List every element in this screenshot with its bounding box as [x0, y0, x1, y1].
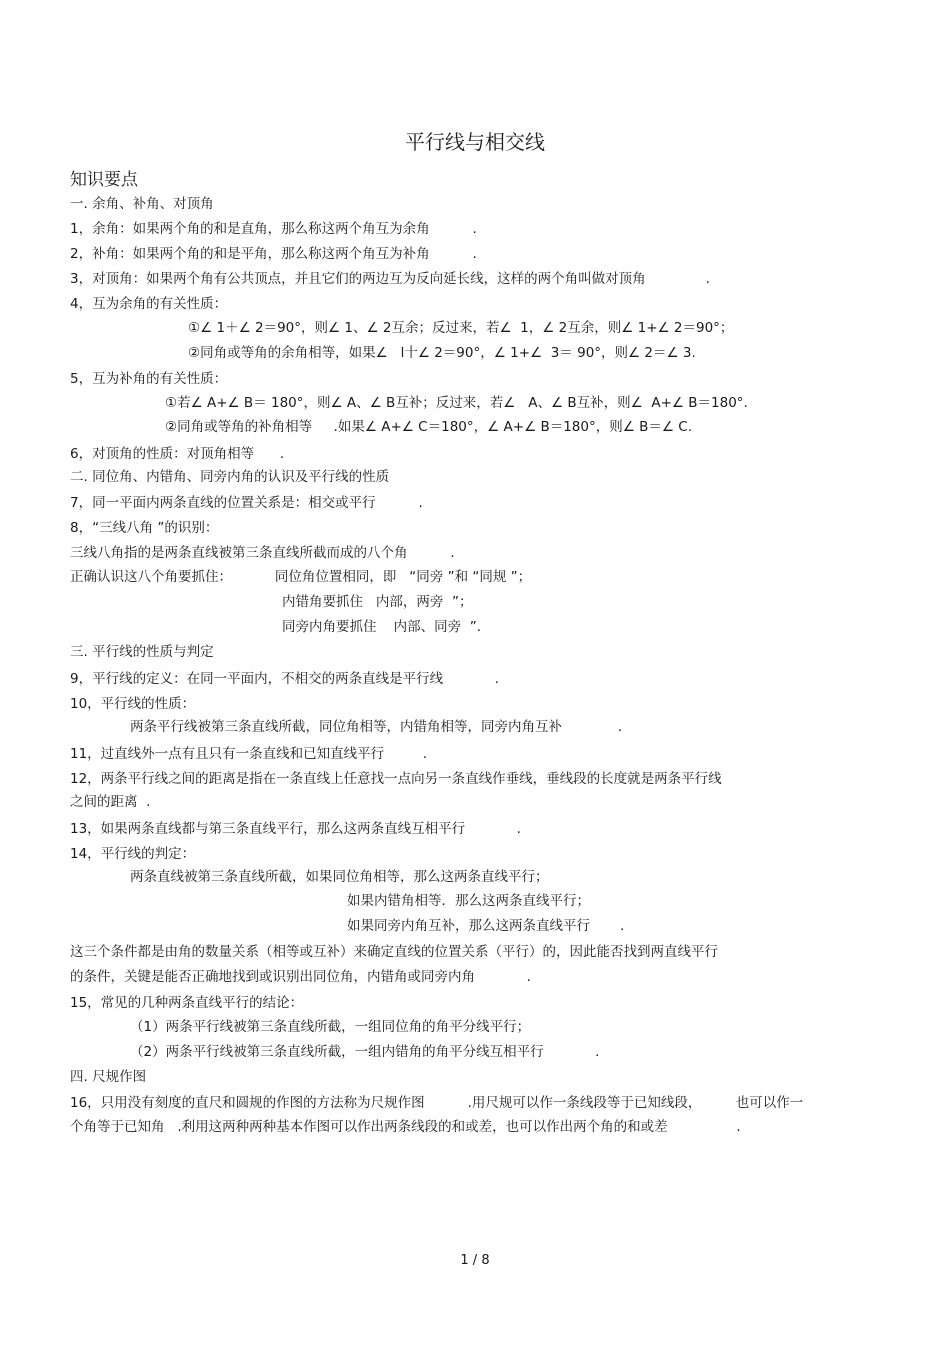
text-line: 9，平行线的定义：在同一平面内，不相交的两条直线是平行线 . — [70, 671, 499, 687]
text-line: 如果内错角相等．那么这两条直线平行； — [347, 893, 590, 909]
text-line: 8，“三线八角 ”的识别： — [70, 520, 219, 536]
text-line: ②同角或等角的补角相等 .如果∠ A+∠ C＝180°，∠ A+∠ B＝180°，则∠ B＝∠ C. — [165, 419, 693, 435]
text-line: 11，过直线外一点有且只有一条直线和已知直线平行 . — [70, 746, 428, 762]
text-line: 这三个条件都是由角的数量关系（相等或互补）来确定直线的位置关系（平行）的，因此能否找到两直线平行 — [70, 944, 718, 960]
text-line: （1）两条平行线被第三条直线所截，一组同位角的角平分线平行； — [130, 1019, 531, 1035]
text-line: 16，只用没有刻度的直尺和圆规的作图的方法称为尺规作图 .用尺规可以作一条线段等于已知线段， 也可以作一 — [70, 1095, 804, 1111]
text-line: 12，两条平行线之间的距离是指在一条直线上任意找一点向另一条直线作垂线，垂线段的长度就是两条平行线 — [70, 771, 722, 787]
text-line: 10，平行线的性质： — [70, 696, 196, 712]
text-line: 4，互为余角的有关性质： — [70, 296, 228, 312]
text-line: 1，余角：如果两个角的和是直角，那么称这两个角互为余角 . — [70, 221, 477, 237]
text-line: 如果同旁内角互补，那么这两条直线平行 . — [347, 918, 625, 934]
text-line: （2）两条平行线被第三条直线所截，一组内错角的角平分线互相平行 . — [130, 1044, 600, 1060]
text-line: 6，对顶角的性质：对顶角相等 . — [70, 446, 285, 462]
text-line: 3，对顶角：如果两个角有公共顶点，并且它们的两边互为反向延长线，这样的两个角叫做对顶角 . — [70, 271, 710, 287]
text-line: 之间的距离 . — [70, 794, 151, 810]
text-line: ②同角或等角的余角相等，如果∠ l十∠ 2＝90°，∠ 1+∠ 3＝ 90°，则∠ 2＝∠ 3. — [188, 345, 696, 361]
text-line: 15，常见的几种两条直线平行的结论： — [70, 995, 304, 1011]
text-line: 7，同一平面内两条直线的位置关系是：相交或平行 . — [70, 495, 423, 511]
text-line: 的条件，关键是能否正确地找到或识别出同位角，内错角或同旁内角 . — [70, 969, 531, 985]
text-line: 同旁内角要抓住 内部、同旁 ”. — [282, 619, 482, 635]
section-heading: 知识要点 — [70, 170, 138, 190]
text-line: 14，平行线的判定： — [70, 846, 196, 862]
text-line: 正确认识这八个角要抓住： 同位角位置相同，即 “同旁 ”和 “同规 ”； — [70, 569, 532, 585]
page-title: 平行线与相交线 — [405, 130, 545, 154]
text-line: 内错角要抓住 内部，两旁 ”； — [282, 594, 473, 610]
page-number: 1 / 8 — [460, 1253, 490, 1268]
text-line: 二. 同位角、内错角、同旁内角的认识及平行线的性质 — [70, 469, 390, 485]
text-line: 5，互为补角的有关性质： — [70, 371, 228, 387]
text-line: 三线八角指的是两条直线被第三条直线所截而成的八个角 . — [70, 545, 455, 561]
text-line: 两条平行线被第三条直线所截，同位角相等，内错角相等，同旁内角互补 . — [130, 719, 623, 735]
text-line: 一. 余角、补角、对顶角 — [70, 196, 214, 212]
text-line: 四. 尺规作图 — [70, 1069, 147, 1085]
text-line: ①∠ 1＋∠ 2＝90°，则∠ 1、∠ 2互余；反过来，若∠ 1，∠ 2互余，则∠ 1+∠ 2＝90°； — [188, 320, 734, 336]
text-line: ①若∠ A+∠ B＝ 180°，则∠ A、∠ B互补；反过来，若∠ A、∠ B互补，则∠ A+∠ B＝180°. — [165, 395, 748, 411]
text-line: 两条直线被第三条直线所截，如果同位角相等，那么这两条直线平行； — [130, 869, 549, 885]
text-line: 三. 平行线的性质与判定 — [70, 644, 214, 660]
text-line: 2，补角：如果两个角的和是平角，那么称这两个角互为补角 . — [70, 246, 477, 262]
text-line: 13，如果两条直线都与第三条直线平行，那么这两条直线互相平行 . — [70, 821, 521, 837]
text-line: 个角等于已知角 .利用这两种两种基本作图可以作出两条线段的和或差，也可以作出两个角的和或差 . — [70, 1119, 741, 1135]
